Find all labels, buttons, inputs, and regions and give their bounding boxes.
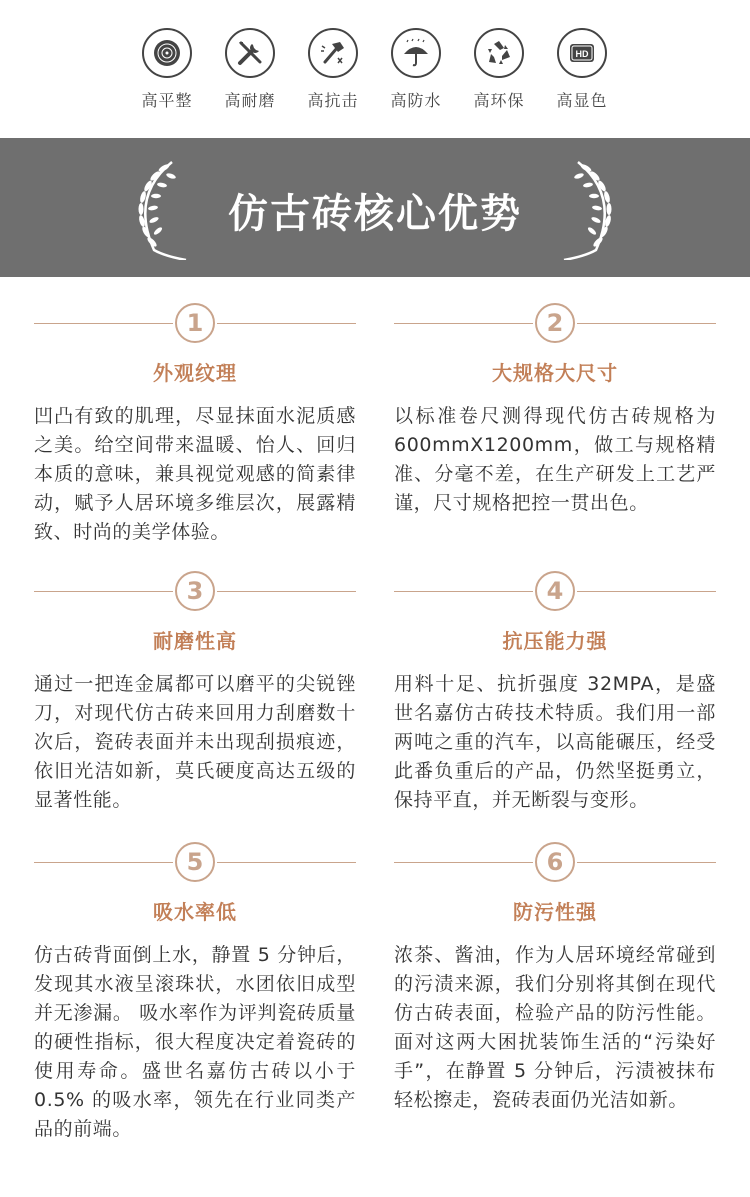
feature-icon-row [0,0,750,138]
icon-item-impact [298,28,368,111]
divider-line [34,862,173,863]
feature-compression [394,571,716,815]
feature-stain-resistance [394,842,716,1115]
divider-line [217,323,356,324]
feature-body: 仿古砖背面倒上水，静置 5 分钟后，发现其水液呈滚珠状，水团依旧成型并无渗漏。 吸水率作为评判瓷砖质量的硬性指标，很大程度决定着瓷砖的使用寿命。盛世名嘉仿古砖以小于 0.5% 的吸水率，领先在行业同类产品的前端。 [34,944,356,1140]
umbrella-icon [391,28,441,78]
feature-title: 防污性强 [513,900,597,924]
icon-label: 高平整 [141,91,193,110]
feature-number-badge: 2 [535,303,575,343]
feature-number-badge: 6 [535,842,575,882]
feature-number-badge: 5 [175,842,215,882]
divider-line [577,591,716,592]
feature-water-absorption [34,842,356,1144]
divider-line [577,323,716,324]
icon-label: 高显色 [556,91,608,110]
feature-number-row [394,571,716,611]
feature-title: 耐磨性高 [153,629,237,653]
divider-line [34,323,173,324]
feature-title: 抗压能力强 [502,629,608,653]
feature-large-size [394,303,716,518]
icon-label: 高防水 [390,91,442,110]
feature-number-badge: 3 [175,571,215,611]
feature-body: 以标准卷尺测得现代仿古砖规格为600mmX1200mm，做工与规格精准、分毫不差，在生产研发上工艺严谨，尺寸规格把控一贯出色。 [394,405,716,514]
feature-body: 用料十足、抗折强度 32MPA，是盛世名嘉仿古砖技术特质。我们用一部两吨之重的汽车，以高能碾压，经受此番负重后的产品，仍然坚挺勇立，保持平直，并无断裂与变形。 [394,673,716,811]
laurel-right-icon [556,156,626,260]
hammer-icon [308,28,358,78]
icon-label: 高抗击 [307,91,359,110]
icon-label: 高耐磨 [224,91,276,110]
feature-number-badge: 1 [175,303,215,343]
hd-badge-text: HD [575,49,589,59]
icon-item-eco [464,28,534,111]
divider-line [577,862,716,863]
divider-line [394,591,533,592]
feature-texture [34,303,356,547]
feature-wear-resistance [34,571,356,815]
feature-body: 凹凸有致的肌理，尽显抹面水泥质感之美。给空间带来温暖、怡人、回归本质的意味，兼具视觉观感的简素律动，赋予人居环境多维层次，展露精致、时尚的美学体验。 [34,405,356,543]
icon-item-wear [215,28,285,111]
icon-item-water [381,28,451,111]
divider-line [394,862,533,863]
divider-line [217,591,356,592]
feature-body: 浓茶、酱油，作为人居环境经常碰到的污渍来源，我们分别将其倒在现代仿古砖表面，检验产品的防污性能。面对这两大困扰装饰生活的“污染好手”，在静置 5 分钟后，污渍被抹布轻松擦走，瓷砖表面仍光洁如新。 [394,944,716,1111]
feature-title: 外观纹理 [153,361,237,385]
feature-title: 吸水率低 [153,900,237,924]
feature-number-badge: 4 [535,571,575,611]
feature-body: 通过一把连金属都可以磨平的尖锐锉刀，对现代仿古砖来回用力刮磨数十次后，瓷砖表面并未出现刮损痕迹，依旧光洁如新，莫氏硬度高达五级的显著性能。 [34,673,356,811]
divider-line [34,591,173,592]
tools-icon [225,28,275,78]
feature-title: 大规格大尺寸 [492,361,618,385]
divider-line [217,862,356,863]
feature-number-row [394,303,716,343]
icon-item-flat [132,28,202,111]
advantages-banner [0,138,750,277]
icon-item-color [547,28,617,111]
feature-number-row [34,303,356,343]
recycle-icon [474,28,524,78]
hd-icon [557,28,607,78]
icon-label: 高环保 [473,91,525,110]
banner-title: 仿古砖核心优势 [228,191,522,237]
flat-disc-icon [142,28,192,78]
divider-line [394,323,533,324]
feature-number-row [34,571,356,611]
feature-number-row [34,842,356,882]
feature-number-row [394,842,716,882]
